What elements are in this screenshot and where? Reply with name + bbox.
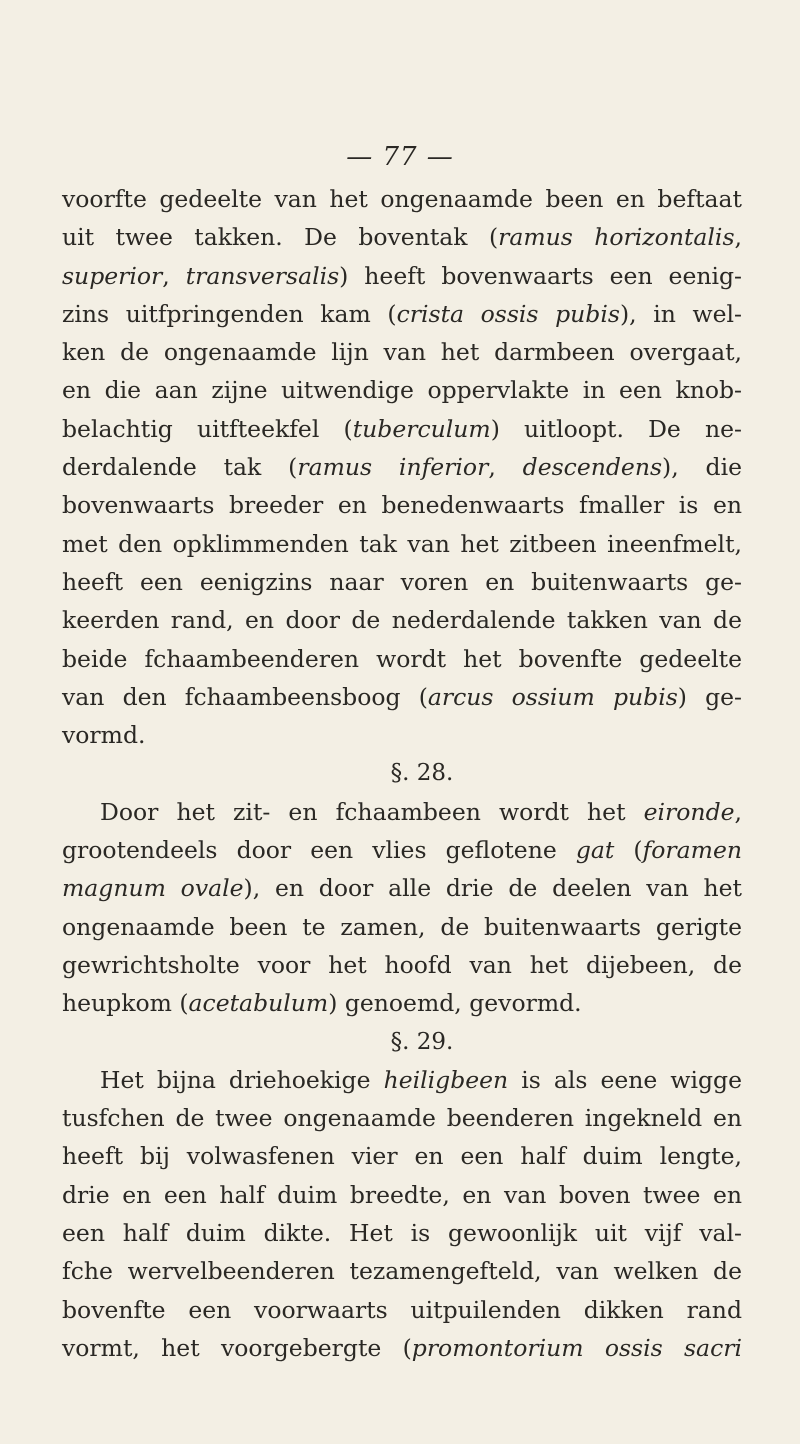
text-line [62, 410, 742, 448]
text-run: van den fchaambeensboog ( [62, 682, 428, 711]
text-run: ), in wel- [619, 299, 742, 328]
text-run: heupkom ( [62, 989, 189, 1018]
text-run: , [734, 223, 742, 252]
text-line [62, 793, 742, 831]
text-run: Het bijna driehoekige [100, 1065, 384, 1094]
text-run: en die aan zijne uitwendige oppervlakte in een knob- [62, 376, 742, 405]
latin-term: heiligbeen [383, 1065, 509, 1094]
text-line [62, 640, 742, 678]
text-line [62, 1329, 742, 1367]
text-run: belachtig uitfteekfel ( [62, 414, 353, 443]
text-run: bovenwaarts breeder en benedenwaarts fmaller is en [62, 491, 742, 520]
text-line [62, 601, 742, 639]
text-line [62, 448, 742, 486]
text-run: ongenaamde been te zamen, de buitenwaarts gerigte [62, 912, 742, 941]
text-line [62, 180, 742, 218]
text-line [62, 525, 742, 563]
latin-term: ramus inferior [297, 453, 489, 482]
text-run: ) uitloopt. De ne- [490, 414, 742, 443]
text-run: derdalende tak ( [62, 453, 298, 482]
text-run: gewrichtsholte voor het hoofd van het dijebeen, de [62, 950, 742, 979]
text-run: , [734, 797, 742, 826]
text-run: ), en door alle drie de deelen van het [243, 874, 742, 903]
text-run: , [162, 261, 186, 290]
text-run: ) genoemd, gevormd. [328, 989, 582, 1018]
text-run: een half duim dikte. Het is gewoonlijk uit vijf val- [62, 1219, 742, 1248]
text-line [62, 984, 742, 1022]
text-line [62, 1176, 742, 1214]
latin-term: ramus horizontalis [498, 223, 735, 252]
text-run: vormd. [62, 721, 146, 750]
text-run: ) heeft bovenwaarts een eenig- [339, 261, 742, 290]
text-line [62, 563, 742, 601]
text-line [62, 869, 742, 907]
paragraph-2 [62, 793, 742, 1023]
text-line [62, 946, 742, 984]
text-run: fche wervelbeenderen tezamengefteld, van welken de [62, 1257, 742, 1286]
text-line [62, 1214, 742, 1252]
text-line [62, 716, 742, 754]
text-run: uit twee takken. De boventak ( [62, 223, 499, 252]
paragraph-1 [62, 180, 742, 754]
text-run: zins uitfpringenden kam ( [62, 299, 397, 328]
text-line [62, 831, 742, 869]
paragraph-3 [62, 1061, 742, 1367]
latin-term: magnum ovale [62, 874, 244, 903]
text-line [62, 371, 742, 409]
text-run: is als eene wigge [508, 1065, 743, 1094]
latin-term: transversalis [185, 261, 340, 290]
text-run: vormt, het voorgebergte ( [62, 1333, 412, 1362]
section-heading-28: §. 28. [390, 760, 454, 787]
section-heading-29: §. 29. [390, 1028, 454, 1055]
text-run: drie en een half duim breedte, en van boven twee en [62, 1180, 742, 1209]
text-run: tusfchen de twee ongenaamde beenderen ingekneld en [62, 1104, 742, 1133]
text-run: heeft bij volwasfenen vier en een half duim lengte, [62, 1142, 742, 1171]
text-run: ken de ongenaamde lijn van het darmbeen overgaat, [62, 338, 742, 367]
text-run: ) ge- [677, 682, 742, 711]
text-line [62, 218, 742, 256]
latin-term: foramen [642, 836, 742, 865]
latin-term: crista ossis pubis [396, 299, 620, 328]
latin-term: acetabulum [188, 989, 329, 1018]
text-run: , [488, 453, 523, 482]
text-run: met den opklimmenden tak van het zitbeen ineenfmelt, [62, 529, 742, 558]
text-line [62, 295, 742, 333]
text-line [62, 1291, 742, 1329]
text-run: voorfte gedeelte van het ongenaamde been en beftaat [62, 185, 742, 213]
text-line [62, 1137, 742, 1175]
text-line [62, 486, 742, 524]
text-run: bovenfte een voorwaarts uitpuilenden dikken rand [62, 1295, 742, 1324]
body-text [62, 180, 742, 1367]
latin-term: eironde [643, 797, 735, 826]
text-run: ( [614, 836, 643, 865]
latin-term: superior [62, 261, 163, 290]
latin-term: gat [575, 836, 615, 865]
latin-term: promontorium ossis sacri [411, 1333, 742, 1362]
latin-term: arcus ossium pubis [427, 682, 678, 711]
text-run: keerden rand, en door de nederdalende takken van de [62, 606, 742, 635]
text-line [62, 1252, 742, 1290]
text-line [62, 1061, 742, 1099]
text-line [62, 678, 742, 716]
text-line [62, 908, 742, 946]
text-line [62, 257, 742, 295]
text-run: ), die [662, 453, 742, 482]
latin-term: tuberculum [352, 414, 491, 443]
text-line [62, 1099, 742, 1137]
text-run: beide fchaambeenderen wordt het bovenfte gedeelte [62, 644, 742, 673]
latin-term: descendens [522, 453, 663, 482]
page-number: — 77 — [346, 142, 454, 172]
text-run: Door het zit- en fchaambeen wordt het [100, 797, 644, 826]
text-run: heeft een eenigzins naar voren en buitenwaarts ge- [62, 567, 742, 596]
text-line [62, 333, 742, 371]
text-run: grootendeels door een vlies geflotene [62, 836, 576, 865]
